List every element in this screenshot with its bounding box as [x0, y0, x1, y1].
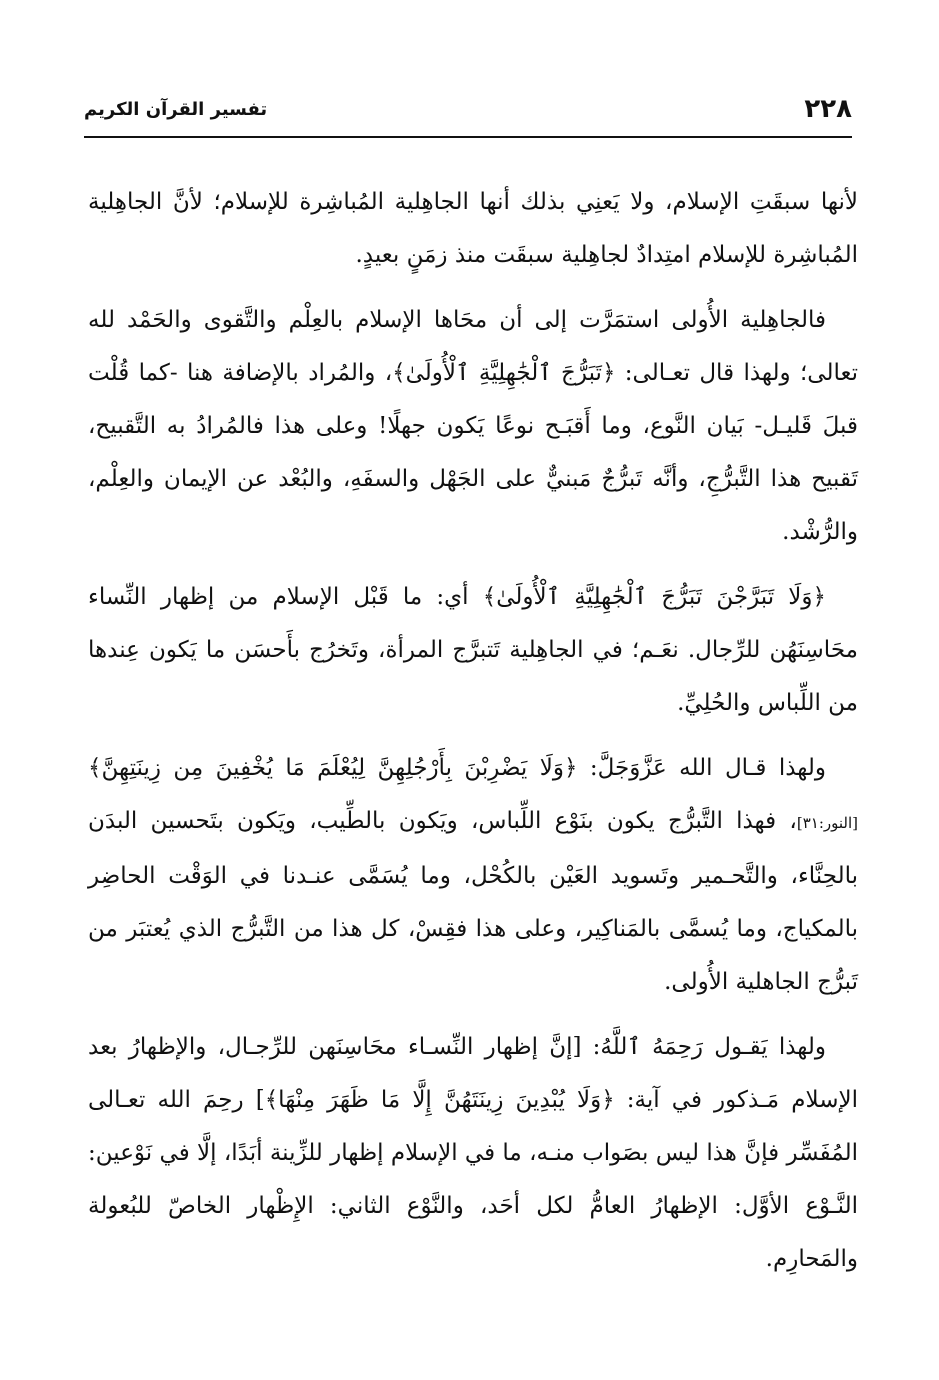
paragraph-1: لأنها سبقَتِ الإسلام، ولا يَعنِي بذلك أنها الجاهِلية المُباشِرة للإسلام؛ لأنَّ الجاهِلية المُباشِرة للإسلام امتِدادٌ لجاهِلية سبقَت منذ زمَنٍ بعيدٍ. — [88, 189, 858, 268]
paragraph-5: ولهذا يَقـول رَحِمَهُ ٱللَّهُ: [إنَّ إظهار النِّسـاء محَاسِنَهن للرِّجـال، والإظهارُ بعد الإسلام مَـذكور في آية: ﴿وَلَا يُبْدِينَ زِينَتَهُنَّ إِلَّا مَا ظَهَرَ مِنْهَا﴾] رحِمَ الله تعـالى المُفَسِّر فإنَّ هذا ليس بصَواب منـه، ما في الإسلام إظهار للزِّينة أبَدًا، إلَّا في نَوْعين: النَّـوْع الأوَّل: الإظهارُ العامُّ لكل أحَد، والنَّوْع الثاني: الإِظْهار الخاصّ للبُعولة والمَحارِم. — [88, 1034, 858, 1272]
paragraph-4-continuation: ، فهذا التَّبرُّج يكون بنَوْع اللِّباس، ويَكون بالطِّيب، ويَكون بتَحسين البدَن بالحِنَّاء، والتَّحـمير وتَسويد العَيْن بالكُحْل، وما يُسَمَّى عنـدنا في الوَقْت الحاضِر بالمكياج، وما يُسمَّى بالمَناكِير، وعلى هذا فقِسْ، كل هذا من التَّبرُّج الذي يُعتبَر من تَبرُّج الجاهلية الأُولى. — [88, 808, 858, 995]
header-divider — [84, 136, 852, 138]
running-title: تفسير القرآن الكريم — [84, 99, 268, 120]
body-text — [88, 176, 858, 1298]
paragraph-3: ﴿وَلَا تَبَرَّجْنَ تَبَرُّجَ ٱلْجَٰهِلِيَّةِ ٱلْأُولَىٰ﴾ أي: ما قَبْل الإسلام من إظهار النِّساء محَاسِنَهُن للرِّجال. نعَـم؛ في الجاهِلية تَتبرَّج المرأة، وتَخرُج بأَحسَن ما يَكون عِندها من اللِّباس والحُلِيِّ. — [88, 584, 858, 716]
paragraph-2: فالجاهِلية الأُولى استمَرَّت إلى أن محَاها الإسلام بالعِلْم والتَّقوى والحَمْد لله تعالى؛ ولهذا قال تعـالى: ﴿تَبَرُّجَ ٱلْجَٰهِلِيَّةِ ٱلْأُولَىٰ﴾، والمُراد بالإضافة هنا -كما قُلْت قبلَ قَليـل- بَيان النَّوع، وما أَقبَـح نوعًا يَكون جهلًا! وعلى هذا فالمُرادُ به التَّقبيح، تَقبيح هذا التَّبرُّجِ، وأنَّه تَبرُّجٌ مَبنيٌّ على الجَهْل والسفَهِ، والبُعْد عن الإيمان والعِلْم، والرُّشْد. — [88, 307, 858, 545]
verse-reference: [النور:٣١] — [796, 814, 858, 832]
page-number: ٢٢٨ — [804, 94, 852, 124]
paragraph-4 — [88, 742, 858, 1009]
page-header — [84, 92, 852, 132]
paragraph-4-verse: ولهذا قـال الله عَزَّوَجَلَّ: ﴿وَلَا يَضْرِبْنَ بِأَرْجُلِهِنَّ لِيُعْلَمَ مَا يُخْفِينَ مِن زِينَتِهِنَّ﴾ — [88, 755, 826, 781]
